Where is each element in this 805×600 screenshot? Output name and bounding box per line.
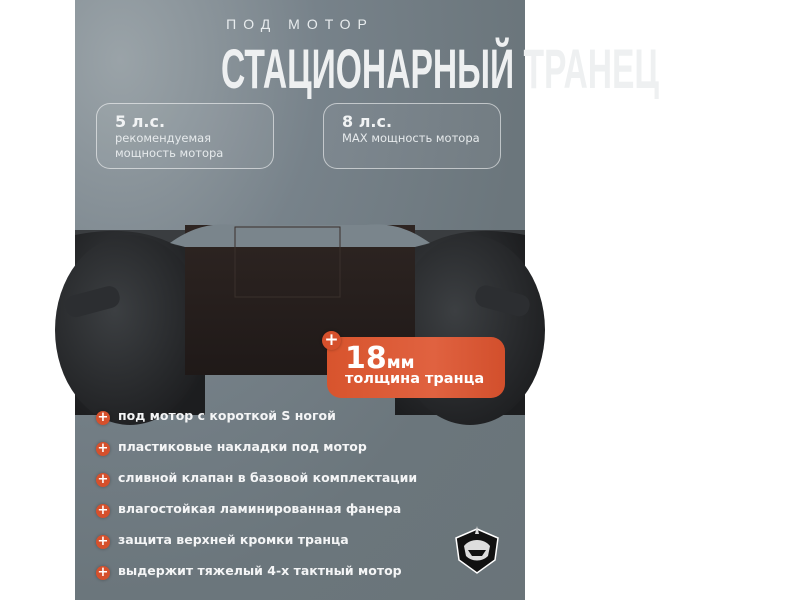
feature-text: выдержит тяжелый 4-х тактный мотор [118,563,402,578]
plus-icon: + [97,472,109,487]
feature-text: сливной клапан в базовой комплектации [118,470,418,485]
spec-label: MAX мощность мотора [342,131,480,145]
plus-icon: + [322,331,341,350]
spec-max-power [323,103,501,169]
subtitle: ПОД МОТОР [226,16,374,32]
spec-recommended-power [96,103,274,169]
left-tube-end [55,235,205,425]
transom-thickness-badge [327,337,505,398]
feature-text: защита верхней кромки транца [118,532,349,547]
page-title [75,36,659,101]
product-card [75,0,659,600]
transom-cover [170,224,430,247]
feature-text: влагостойкая ламинированная фанера [118,501,402,516]
feature-text: пластиковые накладки под мотор [118,439,367,454]
plus-icon: + [97,410,109,425]
spec-value: 8 л.с. [342,112,393,131]
spec-label: мощность мотора [115,146,224,160]
spec-label: рекомендуемая [115,131,212,145]
plus-icon: + [97,534,109,549]
brand-logo-icon [452,526,502,576]
title-text: СТАЦИОНАРНЫЙ ТРАНЕЦ [220,37,659,100]
badge-label: толщина транца [345,371,485,387]
plus-icon: + [97,565,109,580]
spec-value: 5 л.с. [115,112,166,131]
plus-icon: + [97,441,109,456]
badge-number: 18 [345,341,387,376]
plus-icon: + [97,503,109,518]
feature-text: под мотор с короткой S ногой [118,408,336,423]
badge-unit: мм [386,353,415,373]
